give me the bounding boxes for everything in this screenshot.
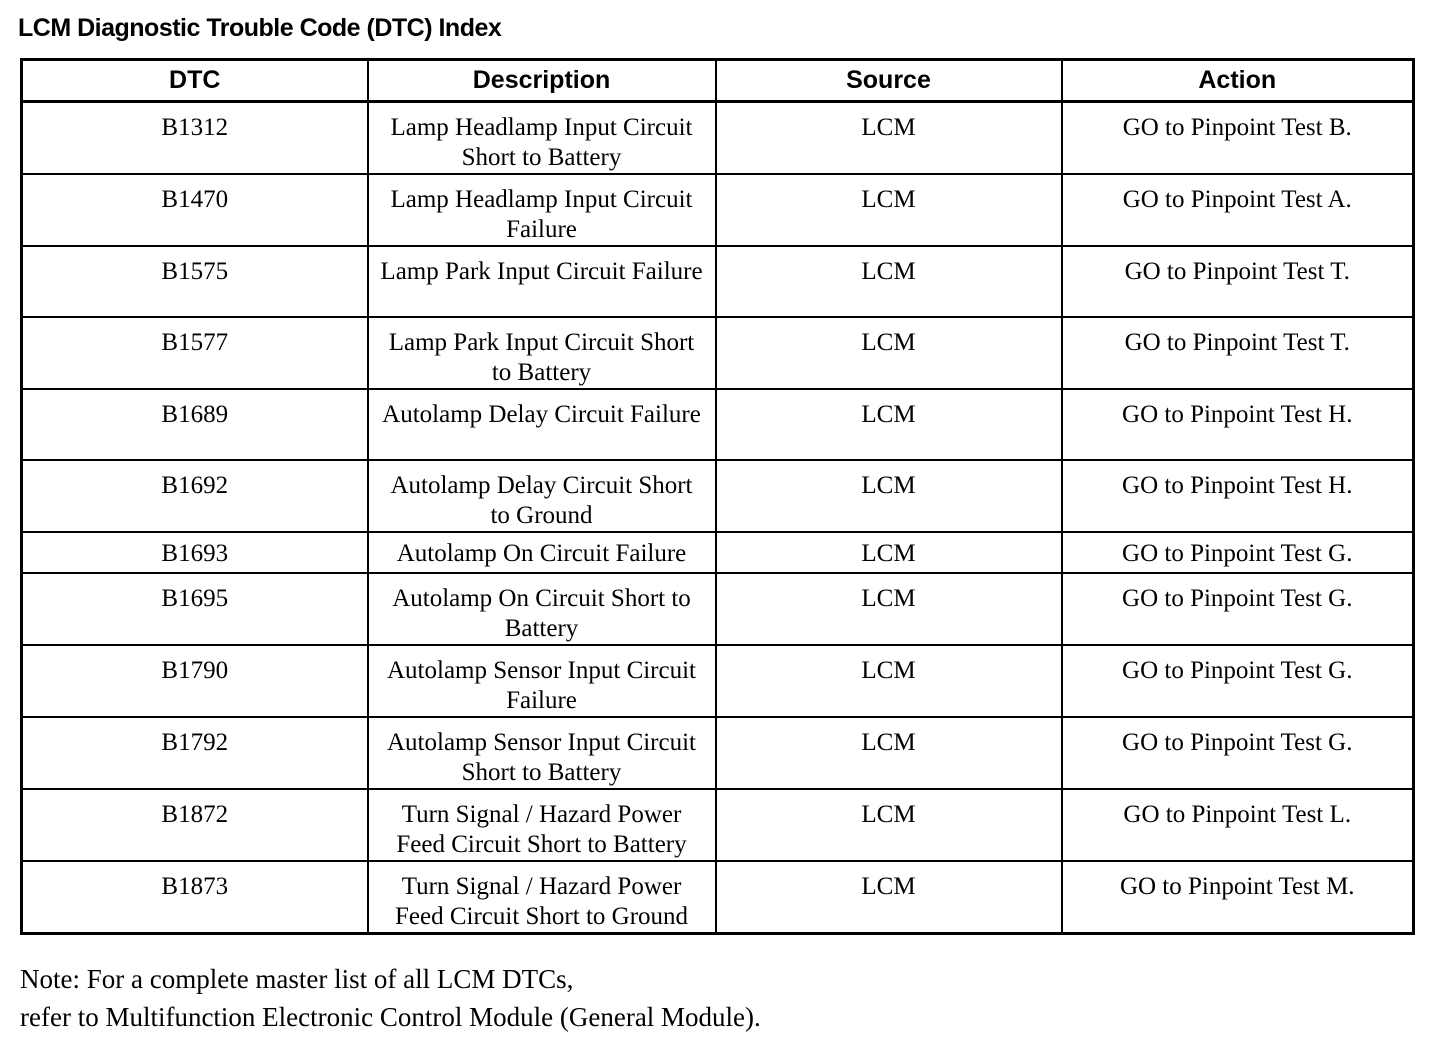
description-text: Autolamp On Circuit Short to Battery xyxy=(392,585,691,642)
footnote xyxy=(20,960,761,1036)
description-cell xyxy=(368,645,716,717)
column-header-description: Description xyxy=(368,60,716,102)
column-header-action: Action xyxy=(1062,60,1414,102)
page-title: LCM Diagnostic Trouble Code (DTC) Index xyxy=(18,14,502,42)
dtc-cell: B1470 xyxy=(22,174,368,246)
description-cell xyxy=(368,246,716,317)
table-row xyxy=(22,532,1414,573)
footnote-line-1: Note: For a complete master list of all LCM DTCs, xyxy=(20,964,574,994)
table-row xyxy=(22,645,1414,717)
table-row xyxy=(22,102,1414,175)
dtc-cell: B1577 xyxy=(22,317,368,389)
table-row xyxy=(22,174,1414,246)
action-cell: GO to Pinpoint Test G. xyxy=(1062,645,1414,717)
source-cell: LCM xyxy=(716,460,1062,532)
dtc-index-table xyxy=(20,58,1415,935)
source-cell: LCM xyxy=(716,717,1062,789)
table-row xyxy=(22,717,1414,789)
description-text: Turn Signal / Hazard Power Feed Circuit Short to Ground xyxy=(394,873,689,930)
table-row xyxy=(22,861,1414,934)
source-cell: LCM xyxy=(716,573,1062,645)
source-cell: LCM xyxy=(716,789,1062,861)
description-text: Autolamp On Circuit Failure xyxy=(396,540,687,567)
dtc-cell: B1792 xyxy=(22,717,368,789)
table-row xyxy=(22,317,1414,389)
dtc-cell: B1873 xyxy=(22,861,368,934)
source-cell: LCM xyxy=(716,174,1062,246)
description-cell xyxy=(368,789,716,861)
action-cell: GO to Pinpoint Test A. xyxy=(1062,174,1414,246)
table-row xyxy=(22,389,1414,460)
description-text: Autolamp Delay Circuit Failure xyxy=(382,401,701,428)
action-cell: GO to Pinpoint Test B. xyxy=(1062,102,1414,175)
footnote-line-2: refer to Multifunction Electronic Control Module (General Module). xyxy=(20,1002,761,1032)
table-row xyxy=(22,246,1414,317)
description-text: Autolamp Sensor Input Circuit Failure xyxy=(387,657,696,714)
dtc-cell: B1692 xyxy=(22,460,368,532)
description-cell xyxy=(368,532,716,573)
dtc-cell: B1312 xyxy=(22,102,368,175)
action-cell: GO to Pinpoint Test G. xyxy=(1062,573,1414,645)
dtc-cell: B1575 xyxy=(22,246,368,317)
source-cell: LCM xyxy=(716,389,1062,460)
description-cell xyxy=(368,573,716,645)
description-cell xyxy=(368,174,716,246)
action-cell: GO to Pinpoint Test H. xyxy=(1062,389,1414,460)
description-text: Turn Signal / Hazard Power Feed Circuit Short to Battery xyxy=(396,801,687,858)
description-cell xyxy=(368,102,716,175)
dtc-cell: B1695 xyxy=(22,573,368,645)
action-cell: GO to Pinpoint Test G. xyxy=(1062,717,1414,789)
dtc-cell: B1872 xyxy=(22,789,368,861)
source-cell: LCM xyxy=(716,246,1062,317)
description-cell xyxy=(368,861,716,934)
description-text: Lamp Park Input Circuit Short to Battery xyxy=(388,329,695,386)
description-cell xyxy=(368,389,716,460)
column-header-dtc: DTC xyxy=(22,60,368,102)
action-cell: GO to Pinpoint Test H. xyxy=(1062,460,1414,532)
dtc-cell: B1689 xyxy=(22,389,368,460)
table-header-row xyxy=(22,60,1414,102)
description-text: Lamp Headlamp Input Circuit Short to Battery xyxy=(390,114,693,171)
table-row xyxy=(22,573,1414,645)
column-header-source: Source xyxy=(716,60,1062,102)
action-cell: GO to Pinpoint Test T. xyxy=(1062,246,1414,317)
source-cell: LCM xyxy=(716,532,1062,573)
source-cell: LCM xyxy=(716,861,1062,934)
action-cell: GO to Pinpoint Test G. xyxy=(1062,532,1414,573)
description-cell xyxy=(368,317,716,389)
action-cell: GO to Pinpoint Test L. xyxy=(1062,789,1414,861)
description-text: Autolamp Delay Circuit Short to Ground xyxy=(390,472,693,529)
table-row xyxy=(22,460,1414,532)
dtc-cell: B1790 xyxy=(22,645,368,717)
description-text: Lamp Headlamp Input Circuit Failure xyxy=(390,186,693,243)
description-cell xyxy=(368,717,716,789)
action-cell: GO to Pinpoint Test T. xyxy=(1062,317,1414,389)
dtc-cell: B1693 xyxy=(22,532,368,573)
table-row xyxy=(22,789,1414,861)
source-cell: LCM xyxy=(716,102,1062,175)
description-text: Autolamp Sensor Input Circuit Short to Battery xyxy=(387,729,696,786)
description-cell xyxy=(368,460,716,532)
source-cell: LCM xyxy=(716,645,1062,717)
description-text: Lamp Park Input Circuit Failure xyxy=(380,258,703,285)
action-cell: GO to Pinpoint Test M. xyxy=(1062,861,1414,934)
source-cell: LCM xyxy=(716,317,1062,389)
